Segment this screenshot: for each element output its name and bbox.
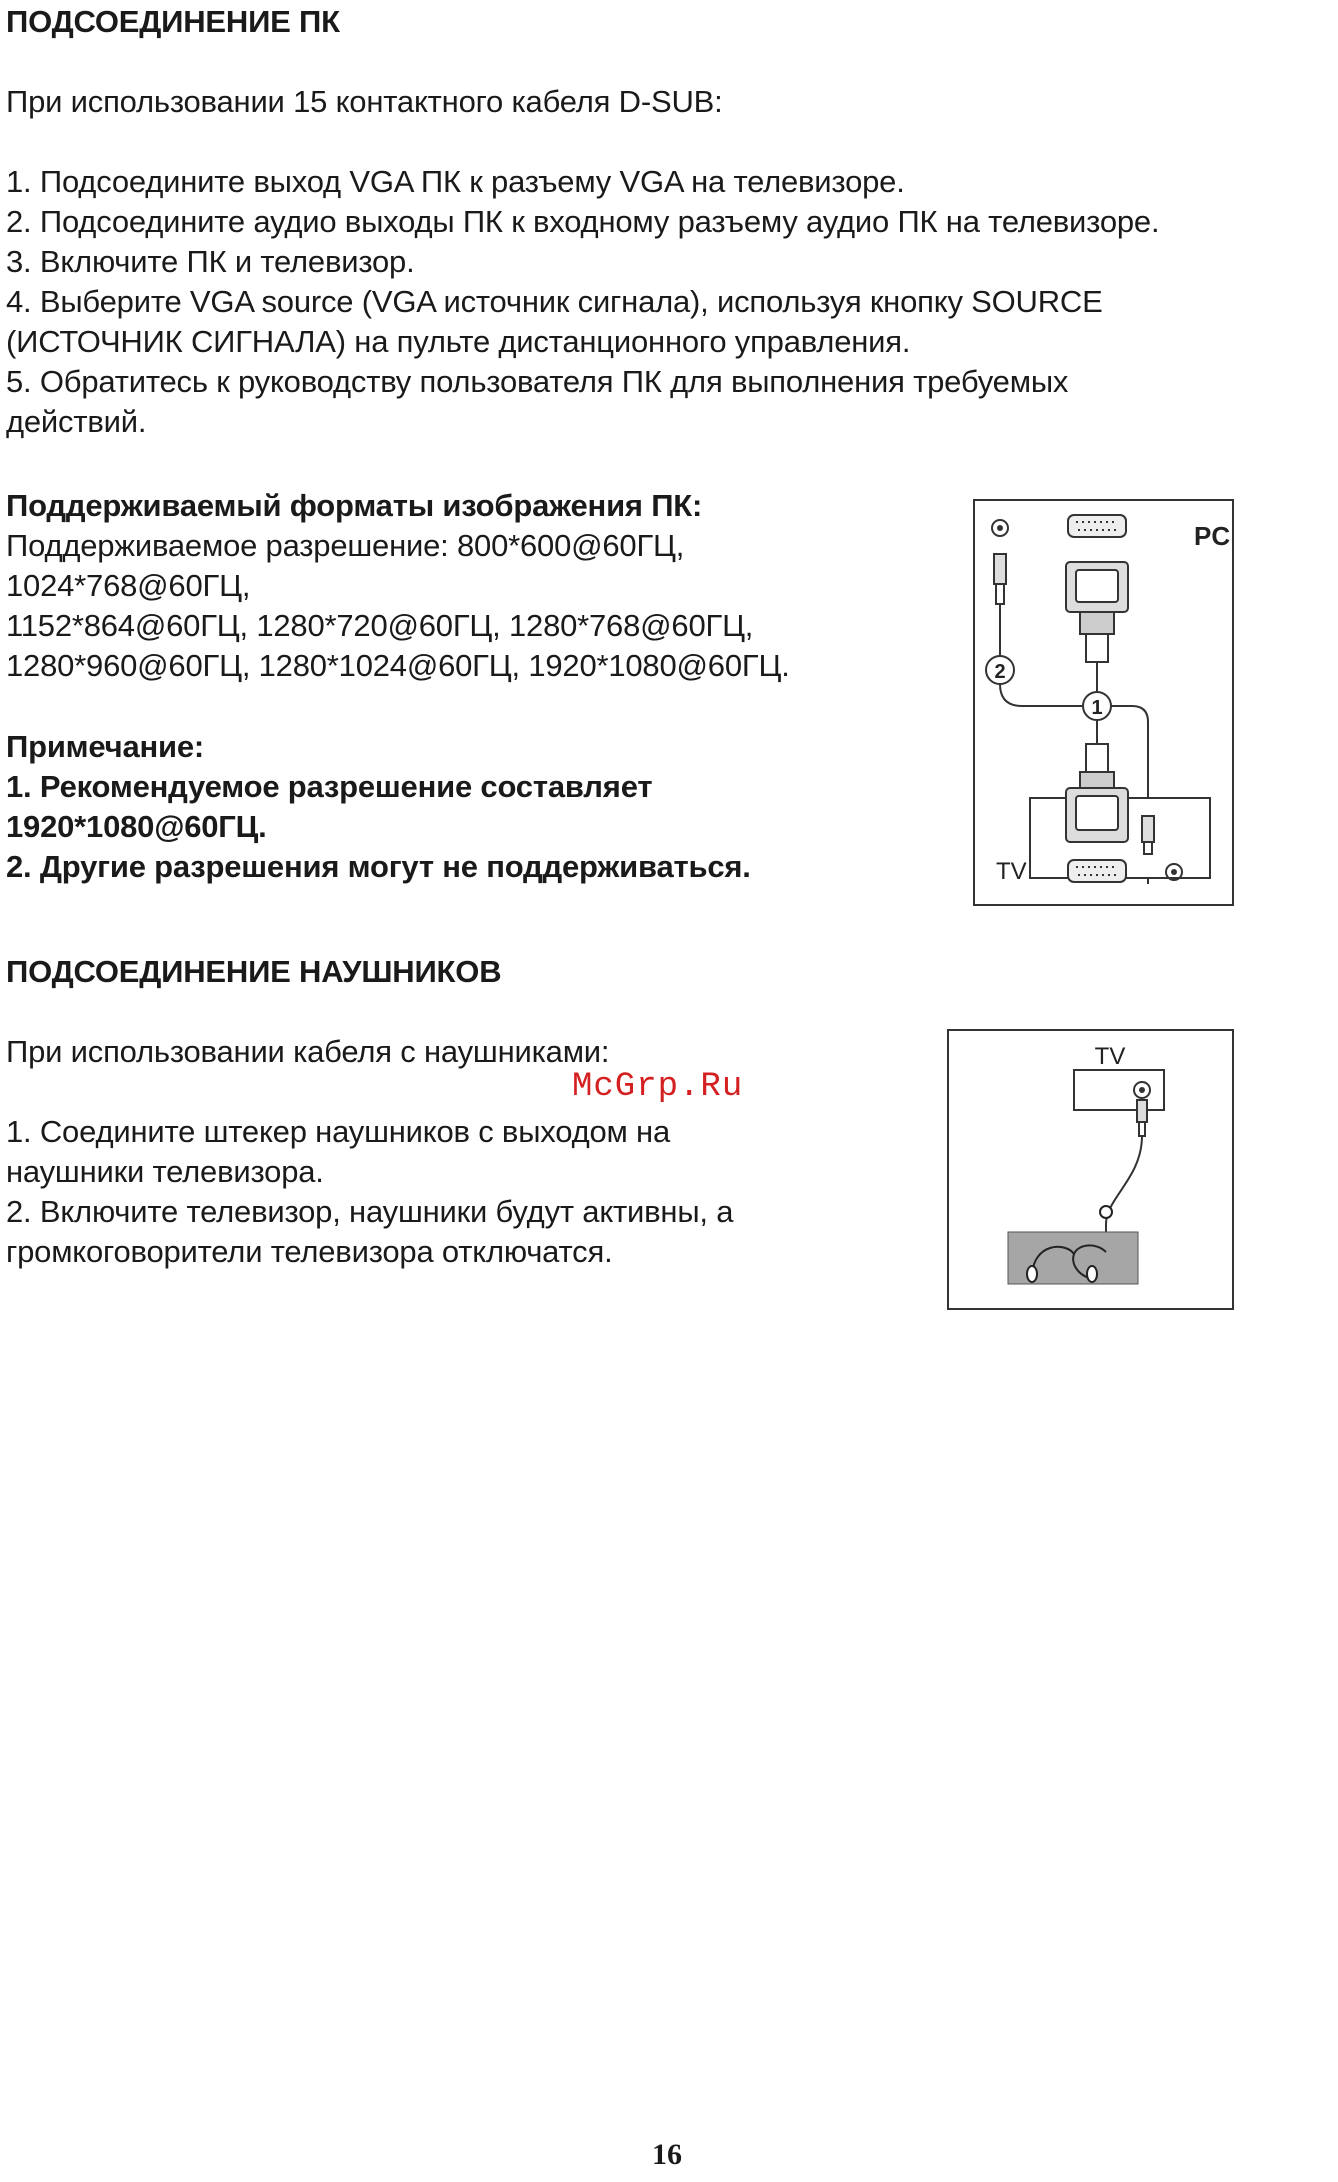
- pc-intro: При использовании 15 контактного кабеля D-SUB:: [6, 84, 723, 119]
- pc-step-4-continued: (ИСТОЧНИК СИГНАЛА) на пульте дистанционного управления.: [6, 324, 911, 359]
- marker-1-label: 1: [1091, 697, 1103, 719]
- marker-2: [986, 656, 1014, 684]
- formats-heading: Поддерживаемый форматы изображения ПК:: [6, 488, 703, 523]
- pc-section-title: ПОДСОЕДИНЕНИЕ ПК: [6, 4, 340, 39]
- formats-line-4: 1280*960@60ГЦ, 1280*1024@60ГЦ, 1920*1080@60ГЦ.: [6, 648, 790, 683]
- formats-line-3: 1152*864@60ГЦ, 1280*720@60ГЦ, 1280*768@60ГЦ,: [6, 608, 754, 643]
- headphones-section-title: ПОДСОЕДИНЕНИЕ НАУШНИКОВ: [6, 954, 502, 989]
- headphone-plug-icon: [1137, 1100, 1147, 1136]
- pc-step-3: 3. Включите ПК и телевизор.: [6, 244, 415, 279]
- pc-step-4: 4. Выберите VGA source (VGA источник сигнала), используя кнопку SOURCE: [6, 284, 1103, 319]
- headphones-step-2-continued: громкоговорители телевизора отключатся.: [6, 1234, 613, 1269]
- formats-line-1: Поддерживаемое разрешение: 800*600@60ГЦ,: [6, 528, 685, 563]
- watermark: McGrp.Ru: [572, 1068, 744, 1106]
- pc-step-2: 2. Подсоедините аудио выходы ПК к входному разъему аудио ПК на телевизоре.: [6, 204, 1160, 239]
- tv-audio-plug-icon: [1142, 816, 1154, 854]
- headphones-step-1: 1. Соедините штекер наушников с выходом на: [6, 1114, 671, 1149]
- headphones-diagram: [946, 1028, 1238, 1314]
- headphones-step-2: 2. Включите телевизор, наушники будут активны, а: [6, 1194, 734, 1229]
- pc-step-5: 5. Обратитесь к руководству пользователя ПК для выполнения требуемых: [6, 364, 1069, 399]
- note-heading: Примечание:: [6, 729, 205, 764]
- pc-audio-plug-icon: [994, 554, 1006, 604]
- note-line-2: 1920*1080@60ГЦ.: [6, 809, 267, 844]
- pc-vga-port-icon: [1068, 515, 1126, 537]
- tv-label: TV: [996, 858, 1027, 885]
- pc-label: PC: [1194, 521, 1231, 551]
- headphones-step-1-continued: наушники телевизора.: [6, 1154, 324, 1189]
- marker-1: [1083, 692, 1111, 720]
- pc-connection-diagram: [972, 498, 1236, 910]
- headphones-tv-label: TV: [1094, 1043, 1126, 1070]
- pc-step-1: 1. Подсоедините выход VGA ПК к разъему VGA на телевизоре.: [6, 164, 905, 199]
- headphones-intro: При использовании кабеля с наушниками:: [6, 1034, 610, 1069]
- note-line-3: 2. Другие разрешения могут не поддерживаться.: [6, 849, 751, 884]
- pc-step-5-continued: действий.: [6, 404, 147, 439]
- note-line-1: 1. Рекомендуемое разрешение составляет: [6, 769, 653, 804]
- marker-2-label: 2: [994, 661, 1006, 683]
- tv-vga-port-icon: [1068, 860, 1126, 882]
- formats-line-2: 1024*768@60ГЦ,: [6, 568, 251, 603]
- page-number: 16: [652, 2138, 682, 2171]
